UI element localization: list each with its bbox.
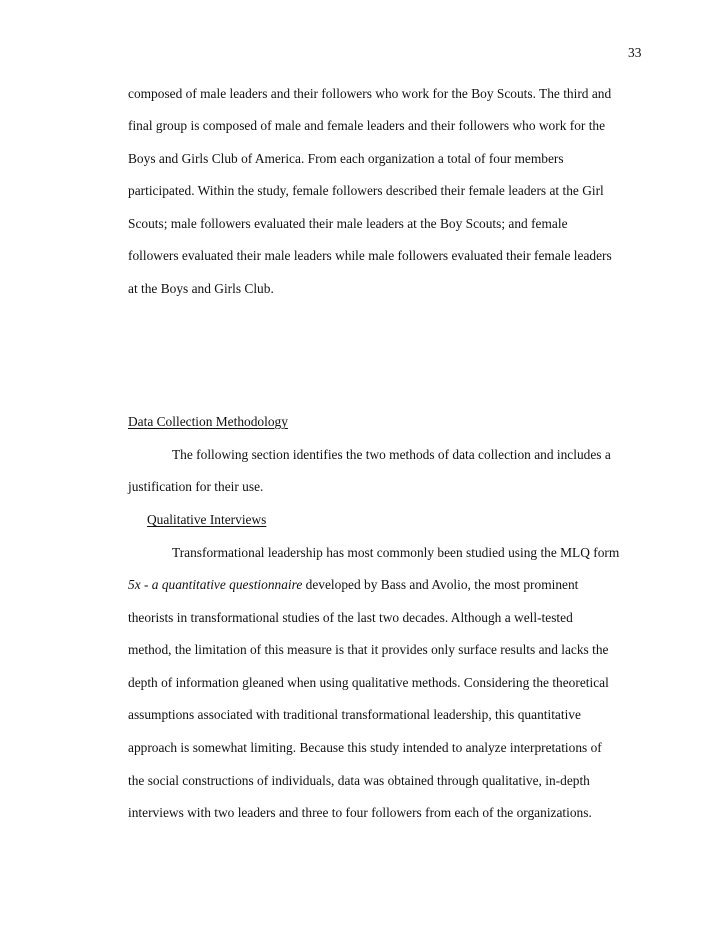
paragraph-line: the social constructions of individuals, data was obtained through qualitative, in-depth <box>128 773 590 788</box>
paragraph-line: justification for their use. <box>128 479 264 494</box>
paragraph-line: depth of information gleaned when using qualitative methods. Considering the theoretical <box>128 675 609 690</box>
paragraph-line: Scouts; male followers evaluated their male leaders at the Boy Scouts; and female <box>128 216 568 231</box>
paragraph-line: approach is somewhat limiting. Because this study intended to analyze interpretations of <box>128 740 602 755</box>
paragraph-line <box>128 577 578 593</box>
paragraph-line: at the Boys and Girls Club. <box>128 281 274 296</box>
page-number: 33 <box>628 45 642 60</box>
paragraph-text: developed by Bass and Avolio, the most prominent <box>302 577 579 592</box>
paragraph-line: interviews with two leaders and three to four followers from each of the organizations. <box>128 805 592 820</box>
paragraph-line: Transformational leadership has most commonly been studied using the MLQ form <box>172 545 620 560</box>
paragraph-line: method, the limitation of this measure is that it provides only surface results and lacks the <box>128 642 609 657</box>
subsection-heading: Qualitative Interviews <box>147 512 267 527</box>
paragraph-line: Boys and Girls Club of America. From each organization a total of four members <box>128 151 564 166</box>
paragraph-line: followers evaluated their male leaders while male followers evaluated their female leaders <box>128 248 612 263</box>
paragraph-line: composed of male leaders and their followers who work for the Boy Scouts. The third and <box>128 86 612 101</box>
italic-term: 5x - a quantitative questionnaire <box>128 577 303 592</box>
paragraph-line: participated. Within the study, female followers described their female leaders at the Girl <box>128 183 604 198</box>
paragraph-line: The following section identifies the two methods of data collection and includes a <box>172 447 611 462</box>
paragraph-line: assumptions associated with traditional transformational leadership, this quantitative <box>128 707 581 722</box>
paragraph-line: theorists in transformational studies of the last two decades. Although a well-tested <box>128 610 573 625</box>
paragraph-line: final group is composed of male and female leaders and their followers who work for the <box>128 118 606 133</box>
section-heading: Data Collection Methodology <box>128 414 288 429</box>
